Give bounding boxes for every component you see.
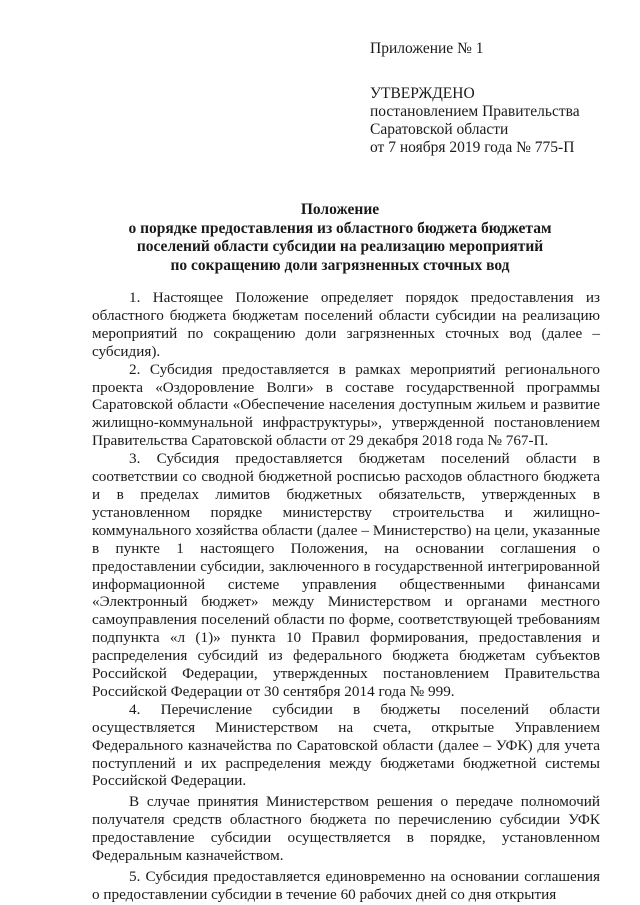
paragraph-5: 5. Субсидия предоставляется единовременно на основании соглашения о предоставлении субсидии в течение 60 рабочих дней со дня открытия [92,868,600,903]
title-line-1: Положение [300,201,380,218]
document-title [60,201,620,275]
approval-line-1: постановлением Правительства [370,103,580,120]
approved-label: УТВЕРЖДЕНО [370,85,475,102]
title-line-3: поселений области субсидии на реализацию мероприятий [136,238,544,255]
paragraph-3: 3. Субсидия предоставляется бюджетам поселений области в соответствии со сводной бюджетной росписью расходов областного бюджета и в пределах лимитов бюджетных обязательств, утвержденных в установленном порядке министерству строительства и жилищно-коммунального хозяйства области (далее – Министерство) на цели, указанные в пункте 1 настоящего Положения, на основании соглашения о предоставлении субсидии, заключенного в государственной интегрированной информационной системе управления общественными финансами «Электронный бюджет» между Министерством и органами местного самоуправления поселений области по форме, соответствующей требованиям подпункта «л (1)» пункта 10 Правил формирования, предоставления и распределения субсидий из федерального бюджета бюджетам субъектов Российской Федерации, утвержденных постановлением Правительства Российской Федерации от 30 сентября 2014 года № 999. [92,450,600,700]
approval-line-3: от 7 ноября 2019 года № 775-П [370,139,575,156]
paragraph-4: 4. Перечисление субсидии в бюджеты поселений области осуществляется Министерством на счета, открытые Управлением Федерального казначейства по Саратовской области (далее – УФК) для учета поступлений и их распределения между бюджетами бюджетной системы Российской Федерации. [92,700,600,790]
paragraph-1: 1. Настоящее Положение определяет порядок предоставления из областного бюджета бюджетам поселений области субсидии на реализацию мероприятий по сокращению доли загрязненных сточных вод (далее – субсидия). [92,289,600,360]
paragraph-4-continued: В случае принятия Министерством решения о передаче полномочий получателя средств областного бюджета по перечислению субсидии УФК предоставление субсидии осуществляется в порядке, установленном Федеральным казначейством. [92,793,600,865]
title-line-2: о порядке предоставления из областного бюджета бюджетам [128,219,552,237]
title-line-4: по сокращению доли загрязненных сточных вод [170,256,510,274]
paragraph-2: 2. Субсидия предоставляется в рамках мероприятий регионального проекта «Оздоровление Волги» в составе государственной программы Саратовской области «Обеспечение населения доступным жильем и развитие жилищно-коммунальной инфраструктуры», утвержденной постановлением Правительства Саратовской области от 29 декабря 2018 года № 767-П. [92,360,600,450]
approval-block [370,40,580,157]
document-body [92,289,600,904]
approval-line-2: Саратовской области [370,121,509,138]
annex-label: Приложение № 1 [370,40,484,57]
